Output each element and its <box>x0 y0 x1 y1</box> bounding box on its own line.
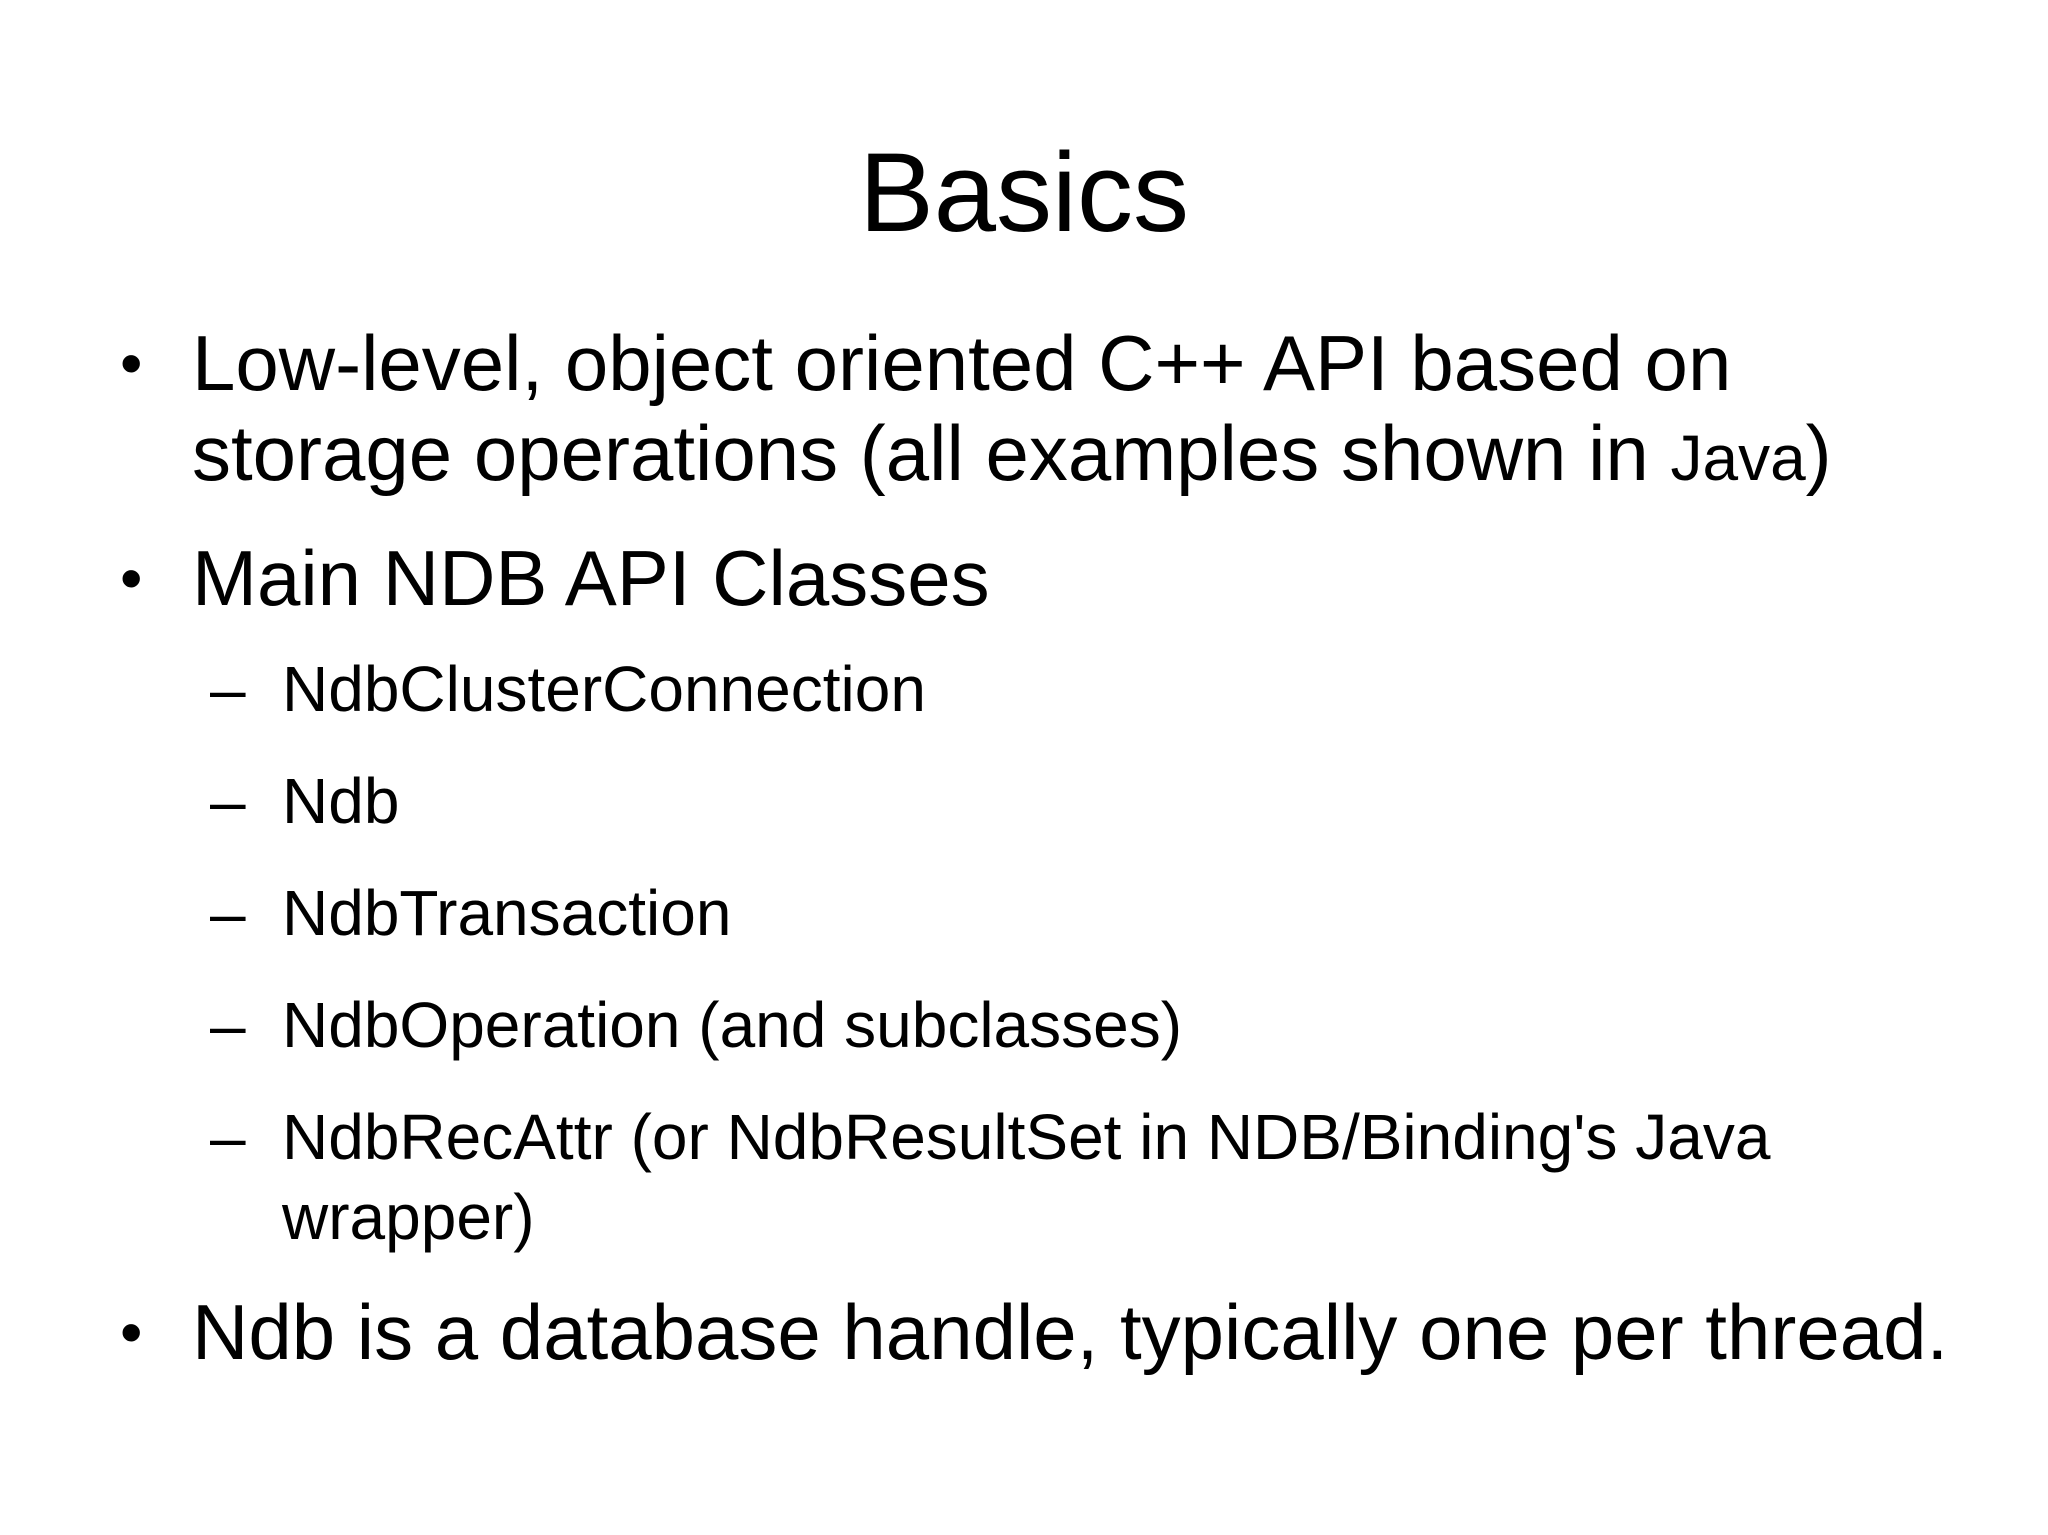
bullet-marker: • <box>120 1296 143 1368</box>
sub-bullet-text: NdbClusterConnection <box>282 653 926 725</box>
bullet-item <box>120 1287 2000 1377</box>
sub-bullet-item <box>210 873 2000 953</box>
sub-list-wrapper <box>120 649 2000 1257</box>
sub-bullet-marker: – <box>210 1101 246 1173</box>
bullet-text: Low-level, object oriented C++ API based on storage operations (all examples shown in <box>192 319 1732 497</box>
sub-bullet-item <box>210 761 2000 841</box>
bullet-text: Main NDB API Classes <box>192 534 990 622</box>
bullet-text-small: Java <box>1670 422 1806 494</box>
sub-bullet-marker: – <box>210 989 246 1061</box>
sub-bullet-marker: – <box>210 877 246 949</box>
sub-bullet-item <box>210 649 2000 729</box>
sub-bullet-item <box>210 985 2000 1065</box>
sub-bullet-item <box>210 1097 2000 1257</box>
sub-bullet-marker: – <box>210 653 246 725</box>
sub-bullet-text: NdbTransaction <box>282 877 732 949</box>
bullet-list <box>120 318 2000 1377</box>
bullet-marker: • <box>120 542 143 614</box>
bullet-text-end: ) <box>1805 409 1832 497</box>
sub-bullet-text: Ndb <box>282 765 400 837</box>
sub-bullet-text: NdbOperation (and subclasses) <box>282 989 1183 1061</box>
bullet-text: Ndb is a database handle, typically one per thread. <box>192 1288 1949 1376</box>
bullet-item <box>120 533 2000 623</box>
sub-bullet-marker: – <box>210 765 246 837</box>
bullet-marker: • <box>120 327 143 399</box>
slide-title: Basics <box>859 130 1189 255</box>
sub-bullet-text: NdbRecAttr (or NdbResultSet in NDB/Binding's Java wrapper) <box>282 1101 1771 1253</box>
bullet-item <box>120 318 2000 503</box>
sub-bullet-list <box>120 649 2000 1257</box>
